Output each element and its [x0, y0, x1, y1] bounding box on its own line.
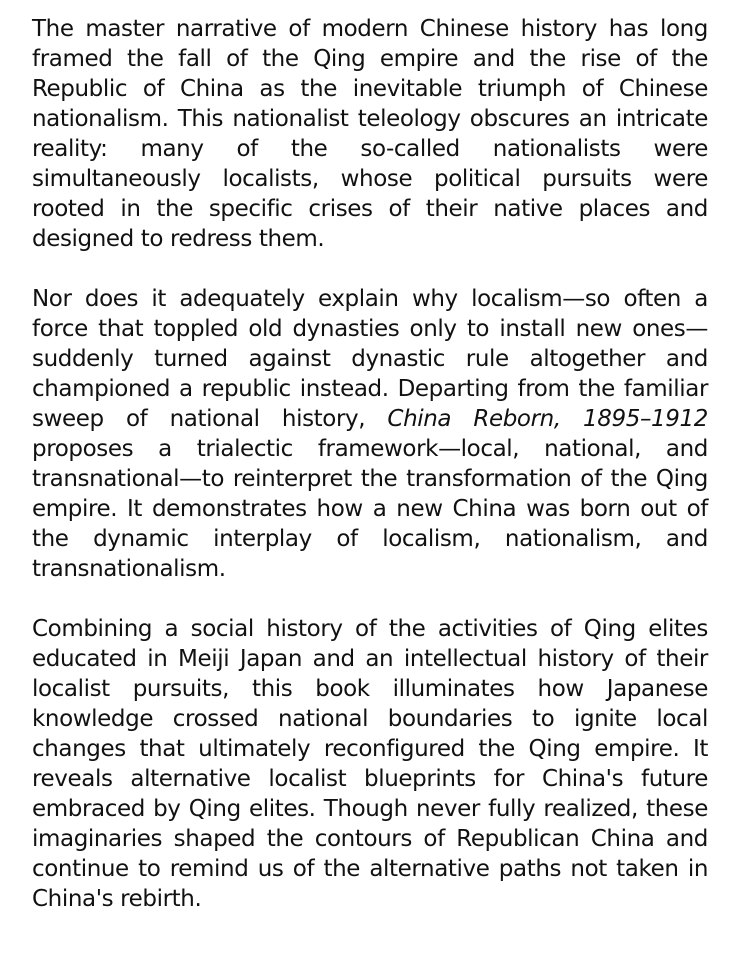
paragraph-3-text: Combining a social history of the activities of Qing elites educated in Meiji Japan and an intellectual history of their localist pursuits, this book illuminates how Japanese knowledge crossed national boundaries to ignite local changes that ultimately reconfigured the Qing empire. It reveals alternative localist blueprints for China's future embraced by Qing elites. Though never fully realized, these imaginaries shaped the contours of Republican China and continue to remind us of the alternative paths not taken in China's rebirth.	[32, 616, 708, 912]
paragraph-2	[32, 284, 708, 584]
paragraph-1	[32, 14, 708, 254]
book-title: China Reborn, 1895–1912	[387, 406, 708, 432]
paragraph-2-text-after: proposes a trialectic framework—local, national, and transnational—to reinterpret the transformation of the Qing empire. It demonstrates how a new China was born out of the dynamic interplay of localism, nationalism, and transnationalism.	[32, 436, 708, 582]
description-text	[32, 14, 708, 914]
paragraph-3	[32, 614, 708, 914]
paragraph-1-text: The master narrative of modern Chinese history has long framed the fall of the Qing empire and the rise of the Republic of China as the inevitable triumph of Chinese nationalism. This nationalist teleology obscures an intricate reality: many of the so-called nationalists were simultaneously localists, whose political pursuits were rooted in the specific crises of their native places and designed to redress them.	[32, 16, 708, 252]
paragraph-2-text-before: Nor does it adequately explain why localism—so often a force that toppled old dynasties only to install new ones—suddenly turned against dynastic rule altogether and championed a republic instead. Departing from the familiar sweep of national history,	[32, 286, 708, 432]
